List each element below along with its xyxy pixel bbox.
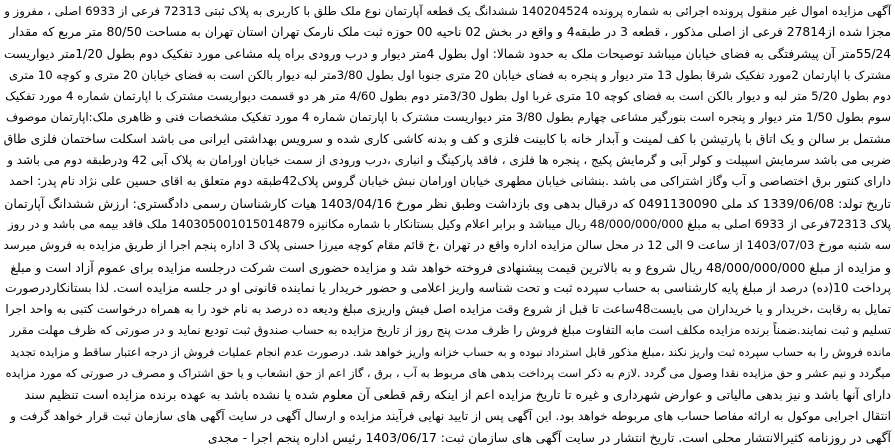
notice-line: پرداخت 10(ده) درصد از مبلغ پایه کارشناسی به حساب سپرده ثبت و تحت شناسه واریز اعلامی و حضور خریدار یا نماینده قانونی او در جلسه مزایده است. لذا بستانکاردرصورت <box>5 280 891 295</box>
notice-line: مجزا شده از27814 فرعی از اصلی مذکور ، قطعه 3 در طبقه4 و واقع در بخش 02 ناحیه 00 حوزه ثبت ملک نارمک تهران استان تهران به مساحت 80/50 متر مربع که مقدار <box>9 25 891 40</box>
notice-line: میگردد و نیم عشر و حق مزایده نقدا وصول می گردد .لازم به ذکر است پرداخت بدهی های مربوط به آب ، برق ، گاز اعم از حق انشعاب و یا حق اشتراک و مصرف در صورتی که مورد مزایده <box>5 367 891 381</box>
notice-line: و مزایده از مبلغ 48/000/000/000 ریال شروع و به بالاترین قیمت پیشنهادی فروخته خواهد شد و مزایده حضوری است شرکت درجلسه مزایده برای عموم آزاد است و مبلغ <box>10 259 891 275</box>
notice-line: دارای آنها باشد و نیز بدهی مالیاتی و عوارض شهرداری و غیره تا تاریخ مزایده اعم از اینکه رقم قطعی آن معلوم شده یا نشده باشد به عهده برنده مزایده است تنظیم سند <box>24 387 891 403</box>
notice-line: مانده فروش را به حساب سپرده ثبت واریز نکند ،مبلغ مذکور قابل استرداد نبوده و به حساب خزانه واریز خواهد شد. درصورت عدم انجام عملیات فروش از درجه اعتبار ساقط و مزایده تجدید <box>10 345 891 359</box>
notice-line: تسلیم و ثبت نمایند.ضمناً برنده مزایده مکلف است مابه التفاوت مبلغ فروش را ظرف مدت پنج روز از تاریخ مزایده به حساب صندوق ثبت تودیع نماید و در صورتی که ظرف مهلت مقرر <box>9 323 891 338</box>
notice-line: دارای کنتور برق اختصاصی و آب وگاز اشتراکی می باشد .بنشانی خیابان مطهری خیابان اورامان نبش خیابان گروس پلاک42طبقه دوم متعلق به اقای حسین علی نژاد نام پدر: احمد <box>9 174 891 189</box>
notice-line: انتقال اجرایی موکول به ارائه مفاصا حساب های مربوطه خواهد بود. این آگهی پس از تایید نهایی فرآیند مزایده و ارسال آگهی در سایت آگهی های سازمان ثبت قرار خواهد گرفت و <box>10 408 891 423</box>
notice-line: آگهی در روزنامه کثیرالانتشار محلی است. تاریخ انتشار در سایت آگهی های سازمان ثبت: 1403/06/17 رئیس اداره پنجم اجرا - مجدی <box>207 429 891 445</box>
notice-line: آگهی مزایده اموال غیر منقول پرونده اجرائی به شماره پرونده 140204524 ششدانگ یک قطعه آپارتمان نوع ملک طلق با کاربری به پلاک ثبتی 72313 فرعی از 6933 اصلی ، مفروز و <box>4 4 891 18</box>
notice-line: پلاک 72313فرعی از 6933 اصلی به مبلغ 48/000/000/000 ریال میباشد و برابر اعلام وکیل بستانکار با شماره مکانیزه 140305001015014879 ملک فاقد بیمه می باشد و در روز <box>7 216 891 231</box>
auction-notice-document <box>3 1 891 445</box>
notice-line: مشتمل بر سالن و یک اتاق با پارتیشن با کف لمینت و آبدار خانه با کابینت فلزی و کف و بدنه کاشی کاری شده و سرویس بهداشتی ایرانی می باشد اسکلت ساختمان فلزی طاق <box>3 131 891 146</box>
notice-line: تمایل به رقابت ،خریدار و یا خریداران می بایست48ساعت تا قبل از شروع وقت مزایده اصل فیش واریزی مبلغ ودیعه ده درصد به نام خود را به همراه درخواست کتبی به واحد اجرا <box>5 302 891 317</box>
notice-line: مشترک با اپارتمان 2مورد تفکیک شرقا بطول 13 متر دیوار و پنجره به فضای خیابان 20 متری جنوبا اول بطول 3/80متر لبه دیوار بالکن است به فضای خیابان 20 متری و کوچه 10 متری <box>8 67 891 82</box>
notice-line: سوم بطول 1/50 متر دیوار و پنجره است بنورگیر مشاعی چهارم بطول 3/80 متر دیواریست مشترک با اپارتمان شماره 4 مورد تفکیک مشخصات فنی و ظاهری ملک:اپارتمان موصوف <box>5 110 891 125</box>
notice-line: تاریخ تولد: 1339/06/08 کد ملی 0491130090 که درقبال بدهی وی بازداشت وطبق نظر مورخ 1403/04/16 هیات کارشناسان رسمی دادگستری: ارزش ششدانگ آپارتمان <box>4 195 891 211</box>
notice-line: 55/24متر آن پیشرفتگی به فضای خیابان میباشد توصیحات ملک به حدود شمالا: اول بطول 4متر دیوار و درب ورودی براه پله مشاعی مورد تفکیک دوم بطول 1/20متر دیواریست <box>3 46 891 61</box>
notice-line: سه شنبه مورخ 1403/07/03 از ساعت 9 الی 12 در محل سالن مزایده اداره واقع در تهران ،خ قائم مقام کوچه میرزا حسنی پلاک 3 اداره پنجم اجرا از طریق مزایده به فروش میرسد <box>3 238 891 253</box>
notice-line: دوم بطول 5/20 متر لبه و دیوار بالکن است به فضای کوچه 10 متری غربا اول بطول 3/30متر دوم بطول 4/60 متر هر دو قسمت دیواریست مشترک با اپارتمان شماره 4 مورد تفکیک <box>5 89 891 104</box>
notice-line: ضربی می باشد سرمایش اسپیلت و کولر آبی و گرمایش پکیج ، پنجره ها فلزی ، فاقد پارکینگ و انباری ،درب ورودی از سمت خیابان اورامان به پلاک آبی 42 ودرطبقه دوم می باشد و <box>7 153 891 168</box>
